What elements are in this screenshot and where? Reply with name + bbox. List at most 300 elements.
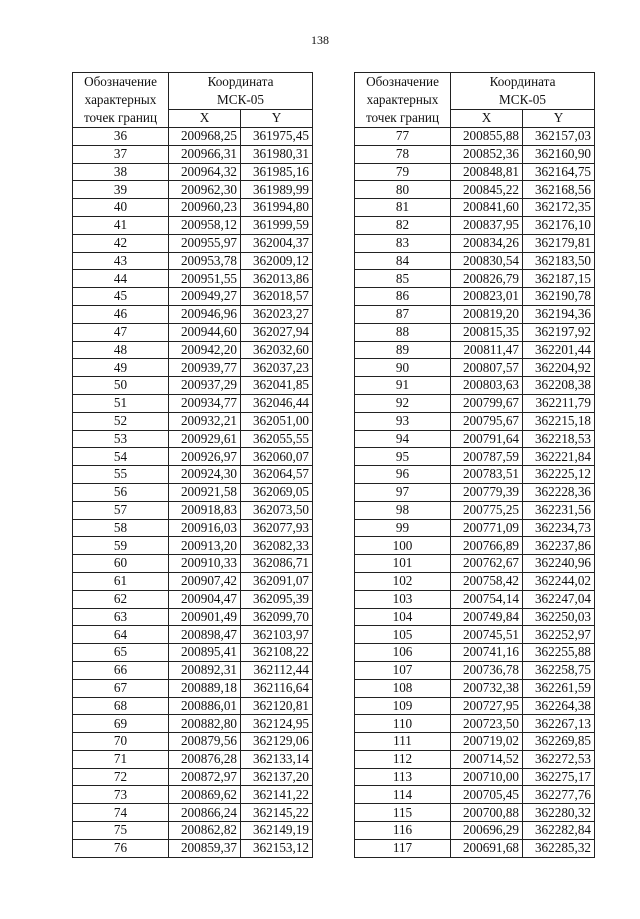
x-coordinate-cell: 200855,88 bbox=[451, 128, 523, 146]
point-number-cell: 107 bbox=[355, 661, 451, 679]
point-label-line-1: Обозначение bbox=[366, 74, 439, 89]
y-coordinate-cell: 362149,19 bbox=[241, 822, 313, 840]
y-coordinate-cell: 362124,95 bbox=[241, 715, 313, 733]
point-number-cell: 61 bbox=[73, 572, 169, 590]
x-coordinate-cell: 200815,35 bbox=[451, 323, 523, 341]
table-row bbox=[355, 341, 595, 359]
table-row bbox=[355, 572, 595, 590]
x-coordinate-cell: 200795,67 bbox=[451, 412, 523, 430]
point-number-cell: 56 bbox=[73, 483, 169, 501]
y-coordinate-cell: 362197,92 bbox=[523, 323, 595, 341]
y-coordinate-cell: 362064,57 bbox=[241, 466, 313, 484]
table-row bbox=[73, 288, 313, 306]
x-coordinate-cell: 200749,84 bbox=[451, 608, 523, 626]
y-coordinate-cell: 362133,14 bbox=[241, 750, 313, 768]
table-row bbox=[355, 216, 595, 234]
table-body-right bbox=[355, 128, 595, 858]
x-coordinate-cell: 200955,97 bbox=[169, 234, 241, 252]
x-coordinate-cell: 200791,64 bbox=[451, 430, 523, 448]
x-coordinate-cell: 200968,25 bbox=[169, 128, 241, 146]
y-coordinate-cell: 362116,64 bbox=[241, 679, 313, 697]
x-coordinate-cell: 200736,78 bbox=[451, 661, 523, 679]
page-number: 138 bbox=[311, 33, 329, 47]
table-row bbox=[355, 430, 595, 448]
point-number-cell: 45 bbox=[73, 288, 169, 306]
y-coordinate-cell: 362073,50 bbox=[241, 501, 313, 519]
point-number-cell: 76 bbox=[73, 839, 169, 857]
y-coordinate-cell: 362091,07 bbox=[241, 572, 313, 590]
x-coordinate-cell: 200803,63 bbox=[451, 377, 523, 395]
point-number-cell: 105 bbox=[355, 626, 451, 644]
y-coordinate-cell: 362218,53 bbox=[523, 430, 595, 448]
y-coordinate-cell: 362172,35 bbox=[523, 199, 595, 217]
x-coordinate-cell: 200758,42 bbox=[451, 572, 523, 590]
x-coordinate-cell: 200937,29 bbox=[169, 377, 241, 395]
point-number-cell: 64 bbox=[73, 626, 169, 644]
coordinate-header-line-1: Координата bbox=[489, 74, 556, 90]
x-coordinate-cell: 200934,77 bbox=[169, 394, 241, 412]
point-number-cell: 85 bbox=[355, 270, 451, 288]
coordinate-header-line-2: МСК-05 bbox=[499, 92, 546, 108]
y-coordinate-cell: 362258,75 bbox=[523, 661, 595, 679]
point-number-cell: 96 bbox=[355, 466, 451, 484]
x-coordinate-cell: 200939,77 bbox=[169, 359, 241, 377]
table-row bbox=[73, 804, 313, 822]
y-coordinate-cell: 362237,86 bbox=[523, 537, 595, 555]
y-coordinate-cell: 362095,39 bbox=[241, 590, 313, 608]
table-row bbox=[355, 519, 595, 537]
coordinate-header bbox=[451, 73, 595, 110]
x-coordinate-cell: 200775,25 bbox=[451, 501, 523, 519]
x-coordinate-cell: 200714,52 bbox=[451, 750, 523, 768]
table-row bbox=[73, 786, 313, 804]
x-coordinate-cell: 200787,59 bbox=[451, 448, 523, 466]
table-row bbox=[355, 199, 595, 217]
y-coordinate-cell: 362179,81 bbox=[523, 234, 595, 252]
y-coordinate-cell: 362027,94 bbox=[241, 323, 313, 341]
y-coordinate-cell: 362160,90 bbox=[523, 145, 595, 163]
point-number-cell: 38 bbox=[73, 163, 169, 181]
x-coordinate-cell: 200916,03 bbox=[169, 519, 241, 537]
point-number-cell: 69 bbox=[73, 715, 169, 733]
table-row bbox=[355, 448, 595, 466]
y-coordinate-cell: 361994,80 bbox=[241, 199, 313, 217]
x-coordinate-cell: 200700,88 bbox=[451, 804, 523, 822]
point-number-cell: 66 bbox=[73, 661, 169, 679]
x-coordinate-cell: 200705,45 bbox=[451, 786, 523, 804]
y-coordinate-cell: 362244,02 bbox=[523, 572, 595, 590]
coordinate-header-line-1: Координата bbox=[207, 74, 274, 90]
x-coordinate-cell: 200819,20 bbox=[451, 305, 523, 323]
point-label-header bbox=[355, 73, 451, 128]
table-row bbox=[73, 305, 313, 323]
y-coordinate-cell: 362004,37 bbox=[241, 234, 313, 252]
table-row bbox=[355, 377, 595, 395]
y-coordinate-cell: 362032,60 bbox=[241, 341, 313, 359]
y-coordinate-cell: 362201,44 bbox=[523, 341, 595, 359]
table-row bbox=[355, 252, 595, 270]
table-row bbox=[73, 626, 313, 644]
x-coordinate-cell: 200859,37 bbox=[169, 839, 241, 857]
point-number-cell: 47 bbox=[73, 323, 169, 341]
x-coordinate-cell: 200951,55 bbox=[169, 270, 241, 288]
table-row bbox=[355, 590, 595, 608]
x-coordinate-cell: 200826,79 bbox=[451, 270, 523, 288]
point-number-cell: 48 bbox=[73, 341, 169, 359]
point-number-cell: 100 bbox=[355, 537, 451, 555]
x-coordinate-cell: 200879,56 bbox=[169, 733, 241, 751]
point-number-cell: 108 bbox=[355, 679, 451, 697]
table-row bbox=[73, 644, 313, 662]
point-number-cell: 79 bbox=[355, 163, 451, 181]
point-number-cell: 54 bbox=[73, 448, 169, 466]
table-row bbox=[355, 234, 595, 252]
table-row bbox=[73, 163, 313, 181]
x-coordinate-cell: 200913,20 bbox=[169, 537, 241, 555]
x-coordinate-cell: 200696,29 bbox=[451, 822, 523, 840]
point-number-cell: 97 bbox=[355, 483, 451, 501]
x-coordinate-cell: 200932,21 bbox=[169, 412, 241, 430]
y-coordinate-cell: 362120,81 bbox=[241, 697, 313, 715]
x-coordinate-cell: 200723,50 bbox=[451, 715, 523, 733]
point-number-cell: 63 bbox=[73, 608, 169, 626]
x-column-header: X bbox=[169, 110, 241, 128]
table-row bbox=[73, 555, 313, 573]
table-row bbox=[73, 341, 313, 359]
x-coordinate-cell: 200745,51 bbox=[451, 626, 523, 644]
point-number-cell: 87 bbox=[355, 305, 451, 323]
point-number-cell: 42 bbox=[73, 234, 169, 252]
point-label-line-2: характерных bbox=[366, 92, 439, 107]
point-number-cell: 72 bbox=[73, 768, 169, 786]
point-number-cell: 71 bbox=[73, 750, 169, 768]
point-number-cell: 89 bbox=[355, 341, 451, 359]
point-number-cell: 68 bbox=[73, 697, 169, 715]
y-column-header: Y bbox=[241, 110, 313, 128]
table-row bbox=[73, 128, 313, 146]
y-coordinate-cell: 362176,10 bbox=[523, 216, 595, 234]
x-coordinate-cell: 200964,32 bbox=[169, 163, 241, 181]
point-number-cell: 113 bbox=[355, 768, 451, 786]
point-number-cell: 77 bbox=[355, 128, 451, 146]
point-number-cell: 103 bbox=[355, 590, 451, 608]
y-coordinate-cell: 362194,36 bbox=[523, 305, 595, 323]
table-row bbox=[73, 412, 313, 430]
x-coordinate-cell: 200886,01 bbox=[169, 697, 241, 715]
table-row bbox=[355, 412, 595, 430]
point-number-cell: 111 bbox=[355, 733, 451, 751]
x-coordinate-cell: 200862,82 bbox=[169, 822, 241, 840]
y-coordinate-cell: 362099,70 bbox=[241, 608, 313, 626]
point-number-cell: 41 bbox=[73, 216, 169, 234]
table-row bbox=[355, 359, 595, 377]
x-coordinate-cell: 200944,60 bbox=[169, 323, 241, 341]
table-row bbox=[355, 715, 595, 733]
table-row bbox=[73, 750, 313, 768]
point-label-line-1: Обозначение bbox=[84, 74, 157, 89]
point-number-cell: 78 bbox=[355, 145, 451, 163]
x-coordinate-cell: 200910,33 bbox=[169, 555, 241, 573]
x-coordinate-cell: 200852,36 bbox=[451, 145, 523, 163]
x-coordinate-cell: 200869,62 bbox=[169, 786, 241, 804]
y-coordinate-cell: 361989,99 bbox=[241, 181, 313, 199]
table-row bbox=[355, 323, 595, 341]
table-row bbox=[355, 822, 595, 840]
y-coordinate-cell: 361975,45 bbox=[241, 128, 313, 146]
table-row bbox=[355, 839, 595, 857]
point-number-cell: 57 bbox=[73, 501, 169, 519]
y-coordinate-cell: 362108,22 bbox=[241, 644, 313, 662]
table-row bbox=[355, 270, 595, 288]
point-number-cell: 95 bbox=[355, 448, 451, 466]
table-row bbox=[73, 519, 313, 537]
y-coordinate-cell: 362082,33 bbox=[241, 537, 313, 555]
y-coordinate-cell: 362231,56 bbox=[523, 501, 595, 519]
point-number-cell: 73 bbox=[73, 786, 169, 804]
y-coordinate-cell: 362275,17 bbox=[523, 768, 595, 786]
x-coordinate-cell: 200732,38 bbox=[451, 679, 523, 697]
x-column-header: X bbox=[451, 110, 523, 128]
y-coordinate-cell: 362225,12 bbox=[523, 466, 595, 484]
point-number-cell: 67 bbox=[73, 679, 169, 697]
table-row bbox=[73, 537, 313, 555]
table-row bbox=[73, 733, 313, 751]
point-number-cell: 91 bbox=[355, 377, 451, 395]
point-number-cell: 102 bbox=[355, 572, 451, 590]
x-coordinate-cell: 200872,97 bbox=[169, 768, 241, 786]
table-row bbox=[355, 555, 595, 573]
table-row bbox=[73, 323, 313, 341]
x-coordinate-cell: 200876,28 bbox=[169, 750, 241, 768]
point-number-cell: 37 bbox=[73, 145, 169, 163]
x-coordinate-cell: 200966,31 bbox=[169, 145, 241, 163]
point-number-cell: 81 bbox=[355, 199, 451, 217]
y-coordinate-cell: 362037,23 bbox=[241, 359, 313, 377]
table-row bbox=[73, 270, 313, 288]
x-coordinate-cell: 200942,20 bbox=[169, 341, 241, 359]
x-coordinate-cell: 200962,30 bbox=[169, 181, 241, 199]
point-number-cell: 115 bbox=[355, 804, 451, 822]
x-coordinate-cell: 200719,02 bbox=[451, 733, 523, 751]
table-row bbox=[355, 501, 595, 519]
table-row bbox=[355, 768, 595, 786]
x-coordinate-cell: 200895,41 bbox=[169, 644, 241, 662]
point-number-cell: 43 bbox=[73, 252, 169, 270]
y-column-header: Y bbox=[523, 110, 595, 128]
table-row bbox=[355, 537, 595, 555]
table-row bbox=[73, 181, 313, 199]
point-number-cell: 80 bbox=[355, 181, 451, 199]
table-row bbox=[355, 394, 595, 412]
x-coordinate-cell: 200830,54 bbox=[451, 252, 523, 270]
x-coordinate-cell: 200958,12 bbox=[169, 216, 241, 234]
x-coordinate-cell: 200845,22 bbox=[451, 181, 523, 199]
table-row bbox=[355, 786, 595, 804]
y-coordinate-cell: 362051,00 bbox=[241, 412, 313, 430]
y-coordinate-cell: 362255,88 bbox=[523, 644, 595, 662]
y-coordinate-cell: 362190,78 bbox=[523, 288, 595, 306]
y-coordinate-cell: 362103,97 bbox=[241, 626, 313, 644]
point-number-cell: 52 bbox=[73, 412, 169, 430]
x-coordinate-cell: 200901,49 bbox=[169, 608, 241, 626]
table-row bbox=[355, 679, 595, 697]
table-row bbox=[73, 501, 313, 519]
point-number-cell: 50 bbox=[73, 377, 169, 395]
y-coordinate-cell: 362009,12 bbox=[241, 252, 313, 270]
y-coordinate-cell: 362285,32 bbox=[523, 839, 595, 857]
point-number-cell: 75 bbox=[73, 822, 169, 840]
y-coordinate-cell: 361980,31 bbox=[241, 145, 313, 163]
point-number-cell: 84 bbox=[355, 252, 451, 270]
y-coordinate-cell: 362234,73 bbox=[523, 519, 595, 537]
table-row bbox=[73, 234, 313, 252]
point-number-cell: 83 bbox=[355, 234, 451, 252]
x-coordinate-cell: 200779,39 bbox=[451, 483, 523, 501]
y-coordinate-cell: 362168,56 bbox=[523, 181, 595, 199]
coordinate-header bbox=[169, 73, 313, 110]
point-number-cell: 46 bbox=[73, 305, 169, 323]
table-row bbox=[355, 305, 595, 323]
y-coordinate-cell: 362252,97 bbox=[523, 626, 595, 644]
table-row bbox=[73, 768, 313, 786]
table-row bbox=[355, 608, 595, 626]
point-number-cell: 90 bbox=[355, 359, 451, 377]
x-coordinate-cell: 200783,51 bbox=[451, 466, 523, 484]
x-coordinate-cell: 200841,60 bbox=[451, 199, 523, 217]
point-number-cell: 44 bbox=[73, 270, 169, 288]
x-coordinate-cell: 200921,58 bbox=[169, 483, 241, 501]
x-coordinate-cell: 200866,24 bbox=[169, 804, 241, 822]
coordinates-table-left bbox=[72, 72, 313, 858]
coordinates-table-right bbox=[354, 72, 595, 858]
table-row bbox=[73, 199, 313, 217]
point-number-cell: 98 bbox=[355, 501, 451, 519]
point-number-cell: 49 bbox=[73, 359, 169, 377]
point-label-line-3: точек границ bbox=[83, 110, 158, 125]
point-number-cell: 36 bbox=[73, 128, 169, 146]
x-coordinate-cell: 200754,14 bbox=[451, 590, 523, 608]
x-coordinate-cell: 200848,81 bbox=[451, 163, 523, 181]
y-coordinate-cell: 362261,59 bbox=[523, 679, 595, 697]
table-row bbox=[73, 661, 313, 679]
table-row bbox=[73, 466, 313, 484]
point-number-cell: 40 bbox=[73, 199, 169, 217]
point-number-cell: 114 bbox=[355, 786, 451, 804]
y-coordinate-cell: 362280,32 bbox=[523, 804, 595, 822]
x-coordinate-cell: 200949,27 bbox=[169, 288, 241, 306]
point-number-cell: 110 bbox=[355, 715, 451, 733]
table-row bbox=[355, 644, 595, 662]
point-number-cell: 74 bbox=[73, 804, 169, 822]
point-number-cell: 51 bbox=[73, 394, 169, 412]
y-coordinate-cell: 362264,38 bbox=[523, 697, 595, 715]
x-coordinate-cell: 200960,23 bbox=[169, 199, 241, 217]
x-coordinate-cell: 200904,47 bbox=[169, 590, 241, 608]
y-coordinate-cell: 362055,55 bbox=[241, 430, 313, 448]
y-coordinate-cell: 362086,71 bbox=[241, 555, 313, 573]
x-coordinate-cell: 200807,57 bbox=[451, 359, 523, 377]
y-coordinate-cell: 362060,07 bbox=[241, 448, 313, 466]
table-row bbox=[355, 733, 595, 751]
y-coordinate-cell: 362153,12 bbox=[241, 839, 313, 857]
table-row bbox=[355, 466, 595, 484]
y-coordinate-cell: 362077,93 bbox=[241, 519, 313, 537]
point-number-cell: 62 bbox=[73, 590, 169, 608]
y-coordinate-cell: 362069,05 bbox=[241, 483, 313, 501]
x-coordinate-cell: 200799,67 bbox=[451, 394, 523, 412]
table-row bbox=[355, 626, 595, 644]
table-row bbox=[73, 715, 313, 733]
table-row bbox=[355, 163, 595, 181]
y-coordinate-cell: 362157,03 bbox=[523, 128, 595, 146]
table-row bbox=[73, 377, 313, 395]
x-coordinate-cell: 200762,67 bbox=[451, 555, 523, 573]
table-row bbox=[73, 697, 313, 715]
y-coordinate-cell: 362228,36 bbox=[523, 483, 595, 501]
y-coordinate-cell: 362272,53 bbox=[523, 750, 595, 768]
y-coordinate-cell: 362023,27 bbox=[241, 305, 313, 323]
point-number-cell: 59 bbox=[73, 537, 169, 555]
table-row bbox=[355, 145, 595, 163]
table-row bbox=[355, 661, 595, 679]
y-coordinate-cell: 361999,59 bbox=[241, 216, 313, 234]
table-row bbox=[73, 359, 313, 377]
table-row bbox=[355, 750, 595, 768]
point-number-cell: 88 bbox=[355, 323, 451, 341]
table-row bbox=[355, 181, 595, 199]
y-coordinate-cell: 362247,04 bbox=[523, 590, 595, 608]
point-number-cell: 117 bbox=[355, 839, 451, 857]
y-coordinate-cell: 362183,50 bbox=[523, 252, 595, 270]
table-row bbox=[355, 288, 595, 306]
x-coordinate-cell: 200691,68 bbox=[451, 839, 523, 857]
table-row bbox=[73, 252, 313, 270]
y-coordinate-cell: 362277,76 bbox=[523, 786, 595, 804]
y-coordinate-cell: 362269,85 bbox=[523, 733, 595, 751]
table-row bbox=[73, 145, 313, 163]
x-coordinate-cell: 200926,97 bbox=[169, 448, 241, 466]
x-coordinate-cell: 200889,18 bbox=[169, 679, 241, 697]
table-row bbox=[73, 590, 313, 608]
table-row bbox=[355, 128, 595, 146]
x-coordinate-cell: 200929,61 bbox=[169, 430, 241, 448]
x-coordinate-cell: 200823,01 bbox=[451, 288, 523, 306]
table-row bbox=[73, 216, 313, 234]
x-coordinate-cell: 200741,16 bbox=[451, 644, 523, 662]
x-coordinate-cell: 200834,26 bbox=[451, 234, 523, 252]
point-number-cell: 94 bbox=[355, 430, 451, 448]
coordinate-header-line-2: МСК-05 bbox=[217, 92, 264, 108]
point-number-cell: 112 bbox=[355, 750, 451, 768]
point-number-cell: 106 bbox=[355, 644, 451, 662]
y-coordinate-cell: 362221,84 bbox=[523, 448, 595, 466]
table-body-left bbox=[73, 128, 313, 858]
x-coordinate-cell: 200898,47 bbox=[169, 626, 241, 644]
y-coordinate-cell: 362041,85 bbox=[241, 377, 313, 395]
point-number-cell: 101 bbox=[355, 555, 451, 573]
point-number-cell: 92 bbox=[355, 394, 451, 412]
y-coordinate-cell: 362112,44 bbox=[241, 661, 313, 679]
x-coordinate-cell: 200924,30 bbox=[169, 466, 241, 484]
table-row bbox=[73, 608, 313, 626]
point-number-cell: 55 bbox=[73, 466, 169, 484]
y-coordinate-cell: 362267,13 bbox=[523, 715, 595, 733]
point-number-cell: 65 bbox=[73, 644, 169, 662]
table-row bbox=[73, 839, 313, 857]
y-coordinate-cell: 362240,96 bbox=[523, 555, 595, 573]
point-number-cell: 60 bbox=[73, 555, 169, 573]
point-label-header bbox=[73, 73, 169, 128]
